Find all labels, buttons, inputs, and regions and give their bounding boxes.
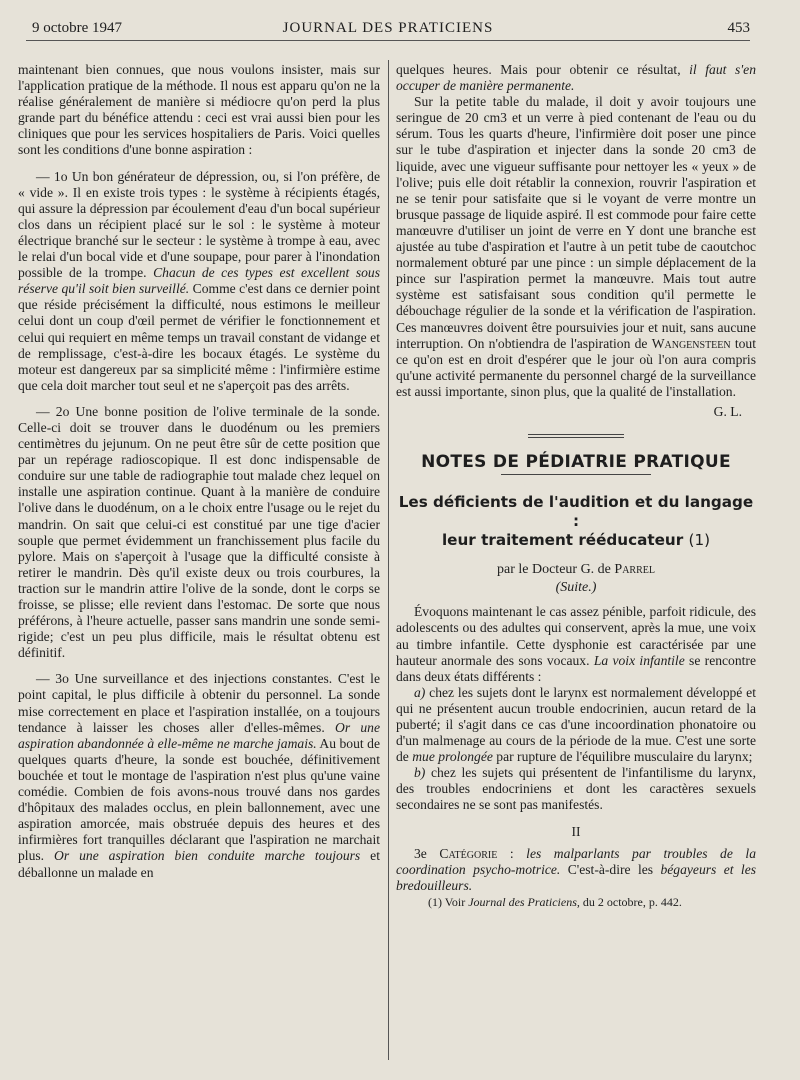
page-number: 453 (727, 20, 750, 36)
author-signature: G. L. (713, 403, 742, 419)
footnote: (1) Voir Journal des Praticiens, du 2 octobre, p. 442. (428, 894, 682, 909)
left-column (18, 62, 380, 1058)
section-numeral: II (571, 823, 581, 839)
paragraph: 3e Catégorie : les malparlants par troubles de la coordination psycho-motrice. C'est-à-dire les bégayeurs et les bredouilleurs. (396, 845, 757, 893)
column-divider (388, 60, 389, 1060)
paragraph: quelques heures. Mais pour obtenir ce résultat, il faut s'en occuper de manière permanente. (396, 62, 756, 94)
section-separator (528, 434, 624, 438)
byline: par le Docteur G. de Parrel (497, 562, 655, 578)
paragraph: — 3o Une surveillance et des injections constantes. C'est le point capital, le plus difficile à obtenir du personnel. La sonde mise correctement en place et l'aspiration installée, on a toujours tendance à laisser les choses aller d'elles-mêmes. Or une aspiration abandonnée à elle-même ne marche jamais. Au bout de quelques quarts d'heure, la sonde est bouchée, définitivement bouchée et tout le montage de l'aspiration n'est plus qu'une vaine comédie. Combien de fois avons-nous trouvé dans nos gardes d'hôpitaux des malades occlus, en plein ballonnement, avec une aspiration amorcée, mais obstruée depuis des heures et des infirmières fort tranquilles déclarant que l'aspiration ne marchait plus. Or une aspiration bien conduite marche toujours et déballonne un malade en (18, 671, 380, 880)
right-column (396, 62, 756, 1058)
paragraph: — 1o Un bon générateur de dépression, ou, si l'on préfère, de « vide ». Il en existe trois types : le système à récipients étagés, qui assure la dépression par écoulement d'eau d'un bocal supérieur clos dans un récipient placé sur le sol : le système à moteur électrique branché sur le secteur : le système à trompe à eau, avec le relai d'un bocal vide et d'une soupape, pour parer à l'inondation possible de la trompe. Chacun de ces types est excellent sous réserve qu'il soit bien surveillé. Comme c'est dans ce dernier point que réside précisément la difficulté, nous estimons le meilleur celui dont un coup d'œil permet de vérifier le fonctionnement et celui qui requiert en même temps un travail constant de vidange et de remplissage, c'est-à-dire les bocaux étagés. Le système du moteur est dangereux par sa simplicité même : l'infirmière estime que cela doit marcher tout seul et ne s'aperçoit pas des arrêts. (18, 168, 380, 393)
paragraph: Sur la petite table du malade, il doit y avoir toujours une seringue de 20 cm3 et un verre à pied contenant de l'eau ou du sérum. Tous les quarts d'heure, l'infirmière doit poser une pince sur le tube d'aspiration et injecter dans la sonde 20 cm3 de liquide, avec une vigueur suffisante pour nettoyer les « yeux » de l'olive; puis elle doit rétablir la connexion, rouvrir l'aspiration et ne se tenir pour satisfaite que si le voyant de verre montre un brusque passage de liquide aspiré. Il est commode pour faire cette manœuvre d'utiliser un joint de verre en Y dont une branche est ajustée au tube d'aspiration et l'autre à un petit tube de caoutchoc normalement obturé par une pince : un simple déplacement de la pince sur l'aspiration permet la manœuvre. Mais tout autre système est satisfaisant sous condition qu'il permette le débouchage régulier de la sonde et la vérification de l'aspiration. Ces manœuvres doivent être poursuivies jour et nuit, sans aucune interruption. On n'obtiendra de l'aspiration de Wangensteen tout ce qu'on est en droit d'espérer que le jour où l'on aura compris qu'une activité permanente du personnel chargé de la surveillance est aussi importante, sinon plus, que la qualité de l'installation. (396, 94, 757, 399)
article-title: Les déficients de l'audition et du langage : leur traitement rééducateur (1) (398, 493, 754, 550)
section-heading: NOTES DE PÉDIATRIE PRATIQUE (421, 452, 731, 473)
paragraph: maintenant bien connues, que nous voulons insister, mais sur l'application pratique de la méthode. Il nous est apparu qu'on ne la réalise généralement de manière si médiocre qu'on perd la plus grande part du bénéfice attendu : ceci est vrai aussi bien pour les cliniques que pour les services hospitaliers de Paris. Voici quelles sont les conditions d'une bonne aspiration : (18, 62, 380, 158)
continued-note: (Suite.) (555, 580, 597, 596)
paragraph: a) chez les sujets dont le larynx est normalement développé et qui ne présentent aucun trouble endocrinien, aucun retard de la puberté; il s'agit dans ce cas d'une incoordination phonatoire ou d'un malmenage au cours de la période de la mue. C'est une sorte de mue prolongée par rupture de l'équilibre musculaire du larynx; (396, 684, 756, 765)
issue-date: 9 octobre 1947 (32, 20, 122, 36)
paragraph: Évoquons maintenant le cas assez pénible, parfoit ridicule, des adolescents ou des adultes qui conservent, après la mue, une voix au timbre infantile. Cette dysphonie est caractérisée par une hauteur anormale des sons vocaux. La voix infantile se rencontre dans deux états différents : (396, 604, 756, 684)
journal-title: JOURNAL DES PRATICIENS (282, 20, 494, 36)
paragraph: — 2o Une bonne position de l'olive terminale de la sonde. Celle-ci doit se trouver dans le duodénum ou les premiers centimètres du jejunum. On ne peut être sûr de cette position que par un repérage radioscopique. Il est donc indispensable de conduire sur une table de radiographie tout malade chez lequel on installe une aspiration continue. Quant à la manière de conduire l'olive dans le duodénum, on a le choix entre l'usage ou le rejet du mandrin. On sait que celui-ci est constitué par une tige d'acier souple que permet évidemment un franchissement plus facile du pylore. Mais on s'aperçoit à l'usage que la difficulté consiste à retirer le mandrin. Dès qu'il existe deux ou trois courbures, la traction sur le mandrin attire l'olive de la sonde, dont le corps se froisse, se plisse; elle revient dans l'estomac. De sorte que nous préférons, à l'heure actuelle, passer sans mandrin une sonde semi-rigide; c'est un peu plus difficile, mais le résultat obtenu est définitif. (18, 403, 380, 661)
heading-underline (501, 474, 651, 475)
running-header (26, 18, 750, 41)
paragraph: b) chez les sujets qui présentent de l'infantilisme du larynx, des troubles endocriniens et dont les caractères sexuels secondaires ne se sont pas manifestés. (396, 765, 756, 813)
